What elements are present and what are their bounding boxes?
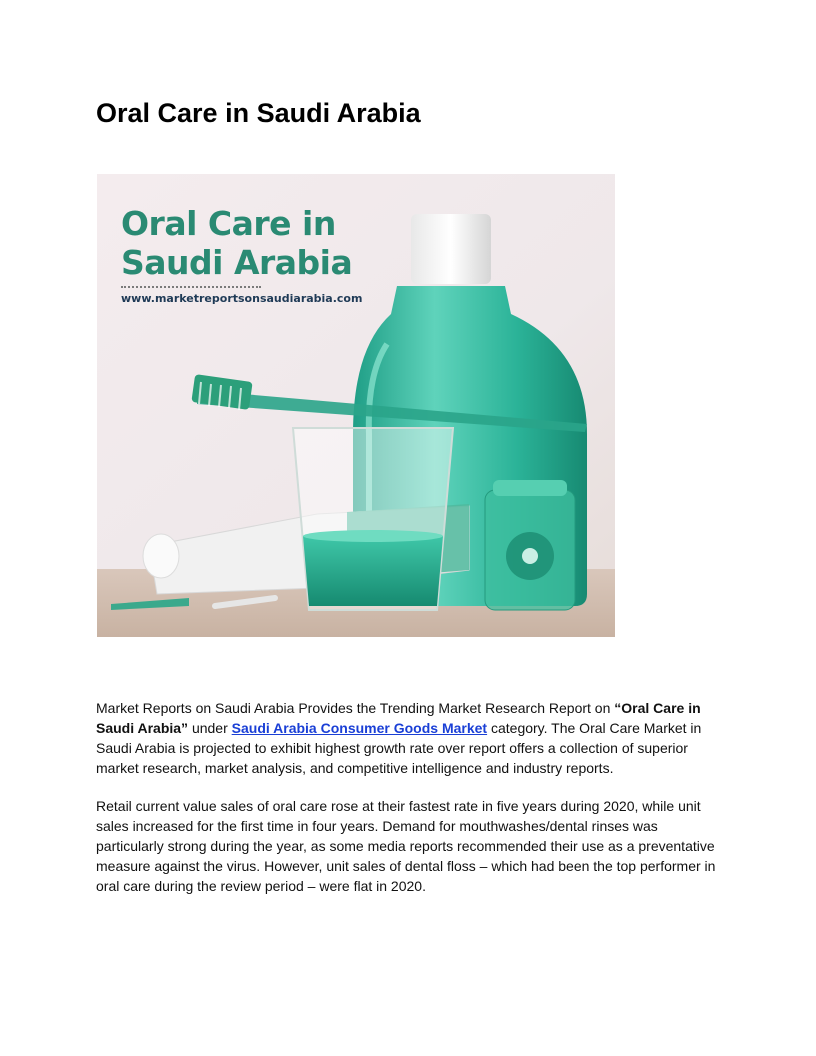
page-title: Oral Care in Saudi Arabia xyxy=(96,98,421,128)
sales-paragraph: Retail current value sales of oral care rose at their fastest rate in five years during 2020, while unit sales increased for the first time in four years. Demand for mouthwashes/dental rinses was particularly strong during the year, as some media reports recommended their use as a preventative measure against the virus. However, unit sales of dental floss – which had been the top performer in oral care during the review period – were flat in 2020. xyxy=(96,798,716,894)
hero-title-line2: Saudi Arabia xyxy=(121,243,353,282)
hero-image xyxy=(97,174,615,637)
intro-paragraph xyxy=(96,698,726,778)
under-text: under xyxy=(188,720,232,736)
hero-overlay-text xyxy=(121,204,362,305)
intro-text: Market Reports on Saudi Arabia Provides the Trending Market Research Report on xyxy=(96,700,615,716)
hero-url: www.marketreportsonsaudiarabia.com xyxy=(121,292,363,305)
intro-rest-text: category. The Oral Care Market in Saudi Arabia is projected to exhibit highest growth rate over report offers a collection of superior market research, market analysis, and competitive intelligence and industry reports. xyxy=(96,720,702,776)
report-name: “Oral Care in Saudi Arabia” xyxy=(96,700,701,736)
dotted-divider xyxy=(121,286,261,288)
consumer-goods-market-link[interactable]: Saudi Arabia Consumer Goods Market xyxy=(231,720,488,736)
hero-title-line1: Oral Care in xyxy=(121,204,336,243)
